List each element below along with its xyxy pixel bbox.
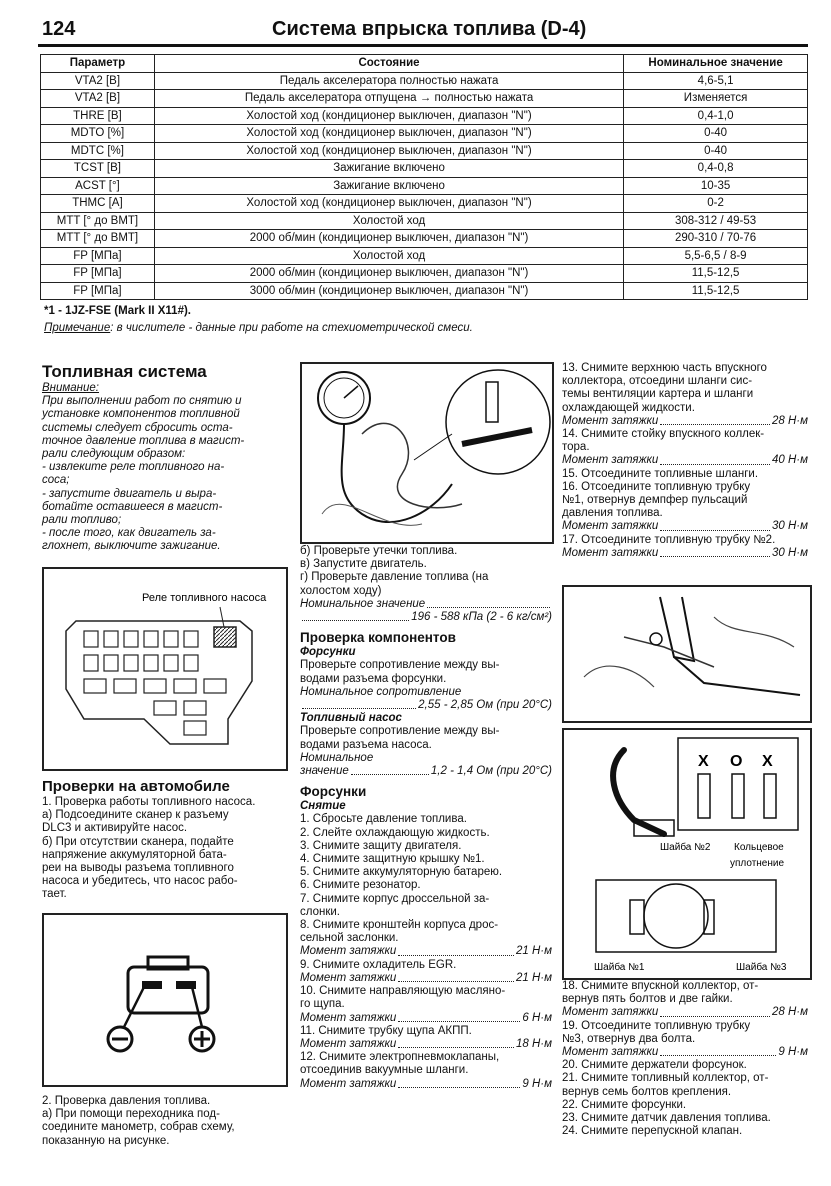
checks-text [42,796,292,902]
pump-nominal-line [300,765,552,778]
text-line: 5. Снимите аккумуляторную батарею. [300,866,503,879]
text-line: 24. Снимите перепускной клапан. [562,1125,743,1138]
text-line: 6. Снимите резонатор. [300,879,421,892]
text-line: насоса и убедитесь, что насос рабо- [42,875,238,888]
text-line: 10. Снимите направляющую масляно- [300,985,506,998]
torque-label: Момент затяжки [562,520,659,533]
pump-subtitle: Топливный насос [300,712,402,725]
right-column-bottom [562,980,808,1138]
param-cell: ACST [°] [41,177,155,195]
pressure-check [42,1095,292,1148]
checks-title: Проверки на автомобиле [42,778,230,795]
param-cell: TCST [В] [41,160,155,178]
torque-value: 40 Н·м [771,454,808,467]
text-line: 2. Слейте охлаждающую жидкость. [300,826,490,839]
text-line: тора. [562,441,590,454]
injectors-title: Форсунки [300,784,367,800]
text-line: а) При помощи переходника под- [42,1108,220,1121]
torque-label: Момент затяжки [562,546,659,559]
torque-line [300,1078,552,1091]
text-line: №3, отвернув два болта. [562,1032,696,1045]
nominal-line [300,598,552,611]
right-column-top [562,362,808,560]
text-line: 9. Снимите охладитель EGR. [300,958,457,971]
text-line: системы следует сбросить оста- [42,421,233,434]
condition-cell: Зажигание включено [154,177,623,195]
table-row [41,72,808,90]
condition-cell: Холостой ход (кондиционер выключен, диапазон "N") [154,125,623,143]
text-line: 18. Снимите впускной коллектор, от- [562,980,759,992]
washer-sample-3 [764,774,776,818]
table-header-cell: Состояние [154,55,623,73]
text-line: глохнет, выключите зажигание. [42,540,221,553]
value-cell: 5,5-6,5 / 8-9 [624,247,808,265]
condition-cell: 3000 об/мин (кондиционер выключен, диапазон "N") [154,282,623,300]
washer-sample-1 [698,774,710,818]
text-line: водами разъема форсунки. [300,672,447,685]
torque-line [300,972,552,985]
text-line: го щупа. [300,998,345,1011]
note-text: : в числителе - данные при работе на стехиометрической смеси. [110,322,473,334]
param-cell: FP [МПа] [41,265,155,283]
page-number: 124 [42,18,76,40]
value-cell: 10-35 [624,177,808,195]
torque-line [562,547,808,560]
text-line: 1. Проверка работы топливного насоса. [42,796,256,808]
param-cell: THRE [В] [41,107,155,125]
probe-lead-positive [192,987,202,1027]
param-cell: MDTO [%] [41,125,155,143]
text-line: Проверьте сопротивление между вы- [300,659,500,672]
torque-value: 6 Н·м [522,1011,552,1024]
text-line: 17. Отсоедините топливную трубку №2. [562,533,776,546]
table-header-row [41,55,808,73]
table-row [41,177,808,195]
attention-label: Внимание: [42,382,99,394]
removal-label: Снятие [300,800,346,813]
injector-section [596,880,776,952]
text-line: холостом ходу) [300,584,382,597]
condition-cell: Холостой ход [154,247,623,265]
text-line: Проверьте сопротивление между вы- [300,725,500,738]
engine-detail [584,666,654,687]
text-line: давления топлива. [562,507,663,520]
nominal-value-line [300,611,552,624]
param-cell: FP [МПа] [41,247,155,265]
text-line: вернув пять болтов и две гайки. [562,993,733,1006]
torque-label: Момент затяжки [562,414,659,427]
torque-value: 21 Н·м [515,945,552,958]
text-line: 20. Снимите держатели форсунок. [562,1059,747,1072]
attention-text [42,395,292,553]
text-line: 16. Отсоедините топливную трубку [562,480,751,493]
torque-label: Момент затяжки [562,454,659,467]
footnote: *1 - 1JZ-FSE (Mark II X11#). [44,305,192,317]
fuel-pipe-drawing [564,587,810,721]
text-line: ботайте оставшееся в магист- [42,500,223,513]
torque-value: 9 Н·м [522,1077,552,1090]
torque-value: 18 Н·м [515,1037,552,1050]
text-line: - после того, как двигатель за- [42,527,216,540]
condition-cell: Зажигание включено [154,160,623,178]
page-title: Система впрыска топлива (D-4) [272,18,587,40]
value-cell: 4,6-5,1 [624,72,808,90]
text-line: в) Запустите двигатель. [300,558,427,571]
condition-cell: Педаль акселератора отпущена → полностью нажата [154,90,623,108]
value-cell: 0-40 [624,142,808,160]
washer-sample-2 [732,774,744,818]
mark-wrong-1: X [698,753,709,770]
text-line: а) Подсоедините сканер к разъему [42,809,229,822]
text-line: 23. Снимите датчик давления топлива. [562,1112,771,1125]
injectors-text [300,659,552,685]
text-line: соедините манометр, собрав схему, [42,1121,235,1134]
pump-nominal-label2: значение [300,765,349,778]
relay-box-figure [42,567,288,771]
pump-nominal-label: Номинальное [300,751,374,764]
torque-label: Момент затяжки [300,971,397,984]
torque-label: Момент затяжки [562,1006,659,1019]
table-row [41,107,808,125]
table-row [41,195,808,213]
torque-value: 28 Н·м [771,414,808,427]
torque-line [562,1046,808,1059]
value-cell: 11,5-12,5 [624,265,808,283]
text-line: тает. [42,888,67,901]
table-row [41,160,808,178]
torque-value: 28 Н·м [771,1006,808,1019]
injector-bore [644,884,708,948]
torque-label: Момент затяжки [300,1077,397,1090]
table-row [41,212,808,230]
text-line: рали следующим образом: [42,448,186,461]
text-line: охлаждающей жидкости. [562,401,695,414]
relay-leader-line [220,607,224,627]
text-line: вернув семь болтов крепления. [562,1085,732,1098]
text-line: 13. Снимите верхнюю часть впускного [562,362,767,374]
text-line: напряжение аккумуляторной бата- [42,848,227,861]
text-line: При выполнении работ по снятию и [42,395,242,408]
relay-label: Реле топливного насоса [142,592,267,604]
pump-connector-figure [42,913,288,1087]
param-cell: THMC [A] [41,195,155,213]
value-cell: 308-312 / 49-53 [624,212,808,230]
torque-label: Момент затяжки [562,1046,659,1059]
text-line: 12. Снимите электропневмоклапаны, [300,1051,500,1064]
union-nut [650,633,662,645]
injectors-nominal-line [300,699,552,712]
engine-detail [322,504,422,525]
text-line: 14. Снимите стойку впускного коллек- [562,428,765,441]
torque-value: 9 Н·м [778,1046,808,1059]
fuel-pipe-figure [562,585,812,723]
condition-cell: Педаль акселератора полностью нажата [154,72,623,90]
text-line: 19. Отсоедините топливную трубку [562,1019,751,1032]
middle-column [300,545,552,1091]
value-cell: 11,5-12,5 [624,282,808,300]
injectors-nominal-value: 2,55 - 2,85 Ом (при 20°C) [418,699,552,712]
torque-line [300,1012,552,1025]
engine-detail-2 [714,617,794,647]
text-line: 8. Снимите кронштейн корпуса дрос- [300,919,499,932]
param-cell: VTA2 [В] [41,90,155,108]
left-column [42,362,292,554]
nominal-value: 196 - 588 кПа (2 - 6 кг/см²) [411,611,552,624]
relay-box-drawing [44,569,286,769]
table-row [41,282,808,300]
text-line: №1, отвернув демпфер пульсаций [562,494,748,507]
callout-leader [414,434,452,460]
text-line: сельной заслонки. [300,932,399,945]
text-line: DLC3 и активируйте насос. [42,822,188,835]
torque-value: 30 Н·м [771,546,808,559]
table-header-cell: Номинальное значение [624,55,808,73]
torque-line [300,1038,552,1051]
text-line: - запустите двигатель и выра- [42,487,217,500]
torque-label: Момент затяжки [300,1011,397,1024]
text-line: слонки. [300,905,340,918]
param-cell: FP [МПа] [41,282,155,300]
condition-cell: 2000 об/мин (кондиционер выключен, диапазон "N") [154,230,623,248]
mark-correct: O [730,753,743,770]
components-title: Проверка компонентов [300,630,456,646]
torque-label: Момент затяжки [300,1037,397,1050]
washer-1 [630,900,644,934]
text-line: водами разъема насоса. [300,738,432,751]
pump-text [300,725,552,751]
text-line: показанную на рисунке. [42,1134,170,1147]
nominal-label: Номинальное значение [300,597,426,610]
table-row [41,142,808,160]
condition-cell: Холостой ход (кондиционер выключен, диапазон "N") [154,142,623,160]
mark-wrong-2: X [762,753,773,770]
text-line: 1. Сбросьте давление топлива. [300,813,467,826]
value-cell: 0,4-0,8 [624,160,808,178]
oring-label: Кольцевое [734,842,784,853]
washer-drawing [564,730,810,978]
torque-line [562,1006,808,1019]
text-line: б) При отсутствии сканера, подайте [42,835,234,848]
param-cell: VTA2 [В] [41,72,155,90]
text-line: 22. Снимите форсунки. [562,1098,687,1111]
engine-outline [362,423,462,507]
value-cell: 0,4-1,0 [624,107,808,125]
pipe-body [624,637,714,667]
gauge-needle [344,386,358,398]
pressure-text [42,1095,292,1148]
text-line: 4. Снимите защитную крышку №1. [300,853,485,866]
text-line: б) Проверьте утечки топлива. [300,545,458,557]
text-line: точное давление топлива в магист- [42,434,245,447]
condition-cell: Холостой ход (кондиционер выключен, диапазон "N") [154,195,623,213]
injectors-subtitle: Форсунки [300,646,356,659]
text-line: 11. Снимите трубку щупа АКПП. [300,1024,472,1037]
torque-line [562,520,808,533]
torque-label: Момент затяжки [300,945,397,958]
text-line: коллектора, отсоедини шланги сис- [562,375,753,388]
removal-steps [300,813,552,945]
washer-figure [562,728,812,980]
param-cell: MDTC [%] [41,142,155,160]
text-line: рали топливо; [42,514,122,527]
vehicle-checks [42,778,292,902]
pump-connector-drawing [44,915,286,1085]
torque-value: 21 Н·м [515,971,552,984]
condition-cell: Холостой ход [154,212,623,230]
right-steps-bottom [562,980,808,1138]
condition-cell: 2000 об/мин (кондиционер выключен, диапазон "N") [154,265,623,283]
parameters-table [40,54,808,300]
torque-value: 30 Н·м [771,520,808,533]
text-line: темы вентиляции картера и шланги [562,388,754,401]
torque-line [562,454,808,467]
text-line: 7. Снимите корпус дроссельной за- [300,892,490,905]
washer2-label: Шайба №2 [660,842,711,853]
value-cell: 0-40 [624,125,808,143]
injector-hose [613,750,664,834]
pump-nominal-value: 1,2 - 1,4 Ом (при 20°C) [430,765,552,778]
oring-label-2: уплотнение [730,858,785,869]
value-cell: 0-2 [624,195,808,213]
pressure-steps [300,545,552,598]
torque-line [300,945,552,958]
text-line: установке компонентов топливной [42,408,240,421]
text-line: 21. Снимите топливный коллектор, от- [562,1072,769,1085]
washer3-label: Шайба №3 [736,962,787,973]
text-line: 3. Снимите защиту двигателя. [300,839,462,852]
condition-cell: Холостой ход (кондиционер выключен, диапазон "N") [154,107,623,125]
table-row [41,230,808,248]
fuel-pipe-line [674,657,800,695]
washer1-label: Шайба №1 [594,962,645,973]
table-row [41,90,808,108]
fuel-pump-relay [214,627,236,647]
table-row [41,265,808,283]
table-header-cell: Параметр [41,55,155,73]
pressure-gauge-drawing [302,364,552,542]
pressure-gauge-figure [300,362,554,544]
table-row [41,247,808,265]
injectors-nominal-label: Номинальное сопротивление [300,685,462,698]
right-steps-top [562,362,808,560]
param-cell: MTT [° до ВМТ] [41,212,155,230]
header-rule [38,44,808,47]
text-line: - извлеките реле топливного на- [42,461,225,474]
note-label: Примечание [44,322,111,334]
table-note [44,322,473,334]
table-row [41,125,808,143]
washer-inset [678,738,798,830]
text-line: 15. Отсоедините топливные шланги. [562,467,759,480]
value-cell: 290-310 / 70-76 [624,230,808,248]
param-cell: MTT [° до ВМТ] [41,230,155,248]
torque-steps [300,945,552,1090]
text-line: г) Проверьте давление топлива (на [300,571,489,584]
text-line: реи на выводы разъема топливного [42,862,234,875]
text-line: соса; [42,474,70,487]
connector-terminal-1 [142,981,162,989]
section-title-fuel-system: Топливная система [42,362,207,381]
value-cell: Изменяется [624,90,808,108]
text-line: 2. Проверка давления топлива. [42,1095,211,1107]
torque-line [562,415,808,428]
text-line: отсоединив вакуумные шланги. [300,1064,469,1077]
